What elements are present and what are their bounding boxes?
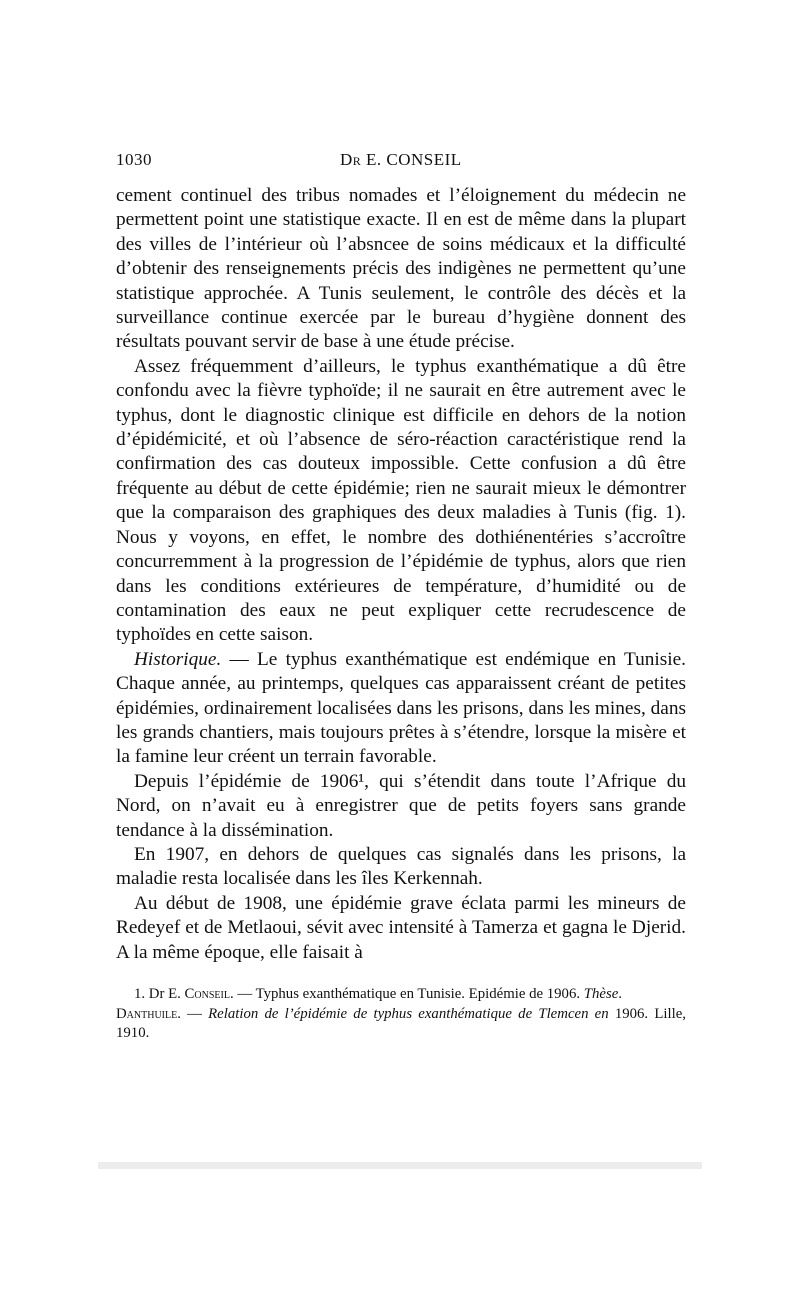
- footnotes: [116, 985, 686, 1044]
- document-page: [116, 140, 686, 1044]
- footnote-1-text: . — Typhus exanthématique en Tunisie. Epidémie de 1906.: [229, 986, 584, 1002]
- footnote-2-title: Relation de l’épidémie de typhus exanthématique de Tlemcen en: [208, 1005, 609, 1022]
- footnote-2: [116, 1005, 686, 1044]
- footnote-2-end: 1906. Lille, 1910.: [116, 1005, 686, 1042]
- paragraph-2: Assez fréquemment d’ailleurs, le typhus exanthématique a dû être confondu avec la fièvre typhoïde; il ne saurait en être autrement avec le typhus, dont le diagnostic clinique est difficile en dehors de la notion d’épidémicité, et où l’absence de séro-réaction caractéristique rend la confirmation des cas douteux impossible. Cette confusion a dû être fréquente au début de cette épidémie; rien ne saurait mieux le démontrer que la comparaison des graphiques des deux maladies à Tunis (fig. 1). Nous y voyons, en effet, le nombre des dothiénentéries s’accroître concurremment à la progression de l’épidémie de typhus, alors que rien dans les conditions extérieures de température, d’humidité ou de contamination des eaux ne peut expliquer cette recrudescence de typhoïdes en cette saison.: [116, 355, 686, 646]
- body-text: [116, 184, 686, 965]
- footnote-2-author: Danthuile: [116, 1005, 178, 1022]
- footnote-1-marker: 1. Dr E.: [134, 986, 185, 1002]
- bottom-rule: [98, 1162, 702, 1169]
- paragraph-4: Depuis l’épidémie de 1906¹, qui s’étendit dans toute l’Afrique du Nord, on n’avait eu à enregistrer que de petits foyers sans grande tendance à la dissémination.: [116, 770, 686, 841]
- section-heading-historique: Historique.: [134, 648, 222, 670]
- footnote-1-these: Thèse: [583, 986, 619, 1002]
- paragraph-5: En 1907, en dehors de quelques cas signalés dans les prisons, la maladie resta localisée dans les îles Kerkennah.: [116, 843, 686, 890]
- footnote-2-dash: . —: [177, 1005, 209, 1022]
- paragraph-historique-text: — Le typhus exanthématique est endémique en Tunisie. Chaque année, au printemps, quelques cas apparaissent créant de petites épidémies, ordinairement localisées dans les prisons, dans les mines, dans les grands chantiers, mais toujours prêtes à s’étendre, lorsque la misère et la famine leur créent un terrain favorable.: [116, 648, 686, 768]
- footnote-1: [116, 985, 686, 1005]
- paragraph-6: Au début de 1908, une épidémie grave éclata parmi les mineurs de Redeyef et de Metlaoui, sévit avec intensité à Tamerza et gagna le Djerid. A la même époque, elle faisait à: [116, 892, 686, 963]
- paragraph-1: cement continuel des tribus nomades et l’éloignement du médecin ne permettent point une statistique exacte. Il en est de même dans la plupart des villes de l’intérieur où l’absncee de soins médicaux et la difficulté d’obtenir des renseignements précis des indigènes ne permettent qu’une statistique approchée. A Tunis seulement, le contrôle des décès et la surveillance continue exercée par le bureau d’hygiène donnent des résultats pouvant servir de base à une étude précise.: [116, 185, 686, 353]
- footnote-1-end: .: [618, 986, 622, 1002]
- running-head-author: Dr E. CONSEIL: [340, 150, 462, 169]
- page-number: 1030: [116, 150, 152, 169]
- footnote-1-author: Conseil: [184, 986, 230, 1002]
- running-head: [116, 140, 686, 170]
- paragraph-historique: [116, 648, 686, 770]
